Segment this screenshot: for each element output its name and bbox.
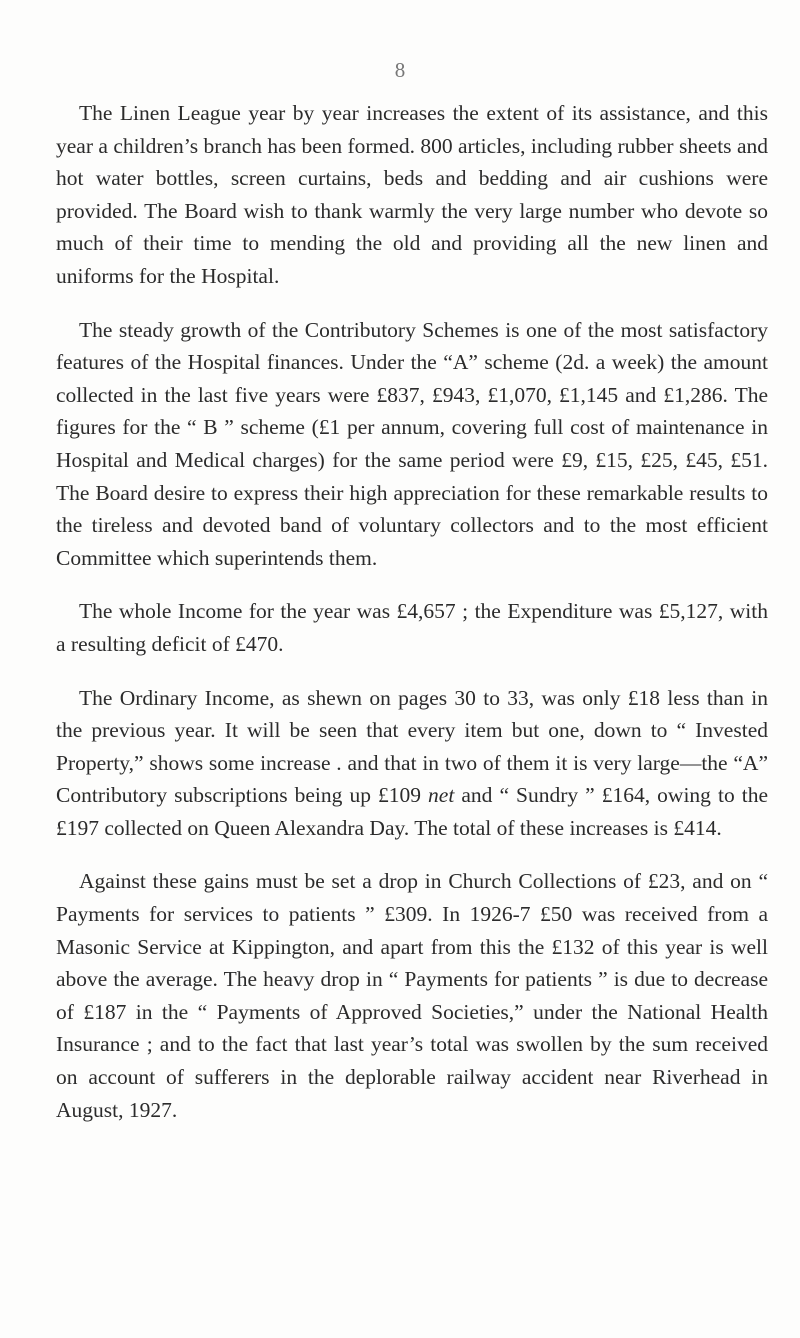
paragraph-church-collections: Against these gains must be set a drop in Church Collections of £23, and on “ Payments for services to patients ” £309. In 1926-7 £50 was received from a Masonic Service at Kippington, and apart from this the £132 of this year is well above the average. The heavy drop in “ Payments for patients ” is due to decrease of £187 in the “ Payments of Approved Societies,” under the National Health Insurance ; and to the fact that last year’s total was swollen by the sum received on account of sufferers in the deplorable railway accident near Riverhead in August, 1927.: [56, 869, 768, 1122]
page-number: 8: [394, 58, 406, 82]
net-word: net: [428, 783, 455, 808]
paragraph-income-summary: The whole Income for the year was £4,657 ; the Expenditure was £5,127, with a resulting deficit of £470.: [56, 599, 768, 656]
paragraph-linen-league: The Linen League year by year increases the extent of its assistance, and this year a children’s branch has been formed. 800 articles, including rubber sheets and hot water bottles, screen curtains, beds and bedding and air cushions were provided. The Board wish to thank warmly the very large number who devote so much of their time to mending the old and providing all the new linen and uniforms for the Hospital.: [56, 101, 768, 288]
document-body: [56, 97, 768, 1126]
paragraph-contributory-schemes: The steady growth of the Contributory Schemes is one of the most satisfactory features of the Hospital finances. Under the “A” scheme (2d. a week) the amount collected in the last five years were £837, £943, £1,070, £1,145 and £1,286. The figures for the “ B ” scheme (£1 per annum, covering full cost of maintenance in Hospital and Medical charges) for the same period were £9, £15, £25, £45, £51. The Board desire to express their high appreciation for these remarkable results to the tireless and devoted band of voluntary collectors and to the most efficient Committee which superintends them.: [56, 317, 768, 570]
ordinary-income-text-end: and “ Sundry ” £164, owing to the £197 collected on Queen Alexandra Day. The total of these increases is £414.: [56, 783, 768, 840]
paragraph-ordinary-income: [56, 682, 768, 845]
ordinary-income-text-start: The Ordinary Income, as shewn on pages 30 to 33, was only £18 less than in the previous year. It will be seen that every item but one, down to “ Invested Property,” shows some increase . and that in two of them it is very large—the “A” Contributory subscriptions being up £109: [56, 685, 768, 808]
